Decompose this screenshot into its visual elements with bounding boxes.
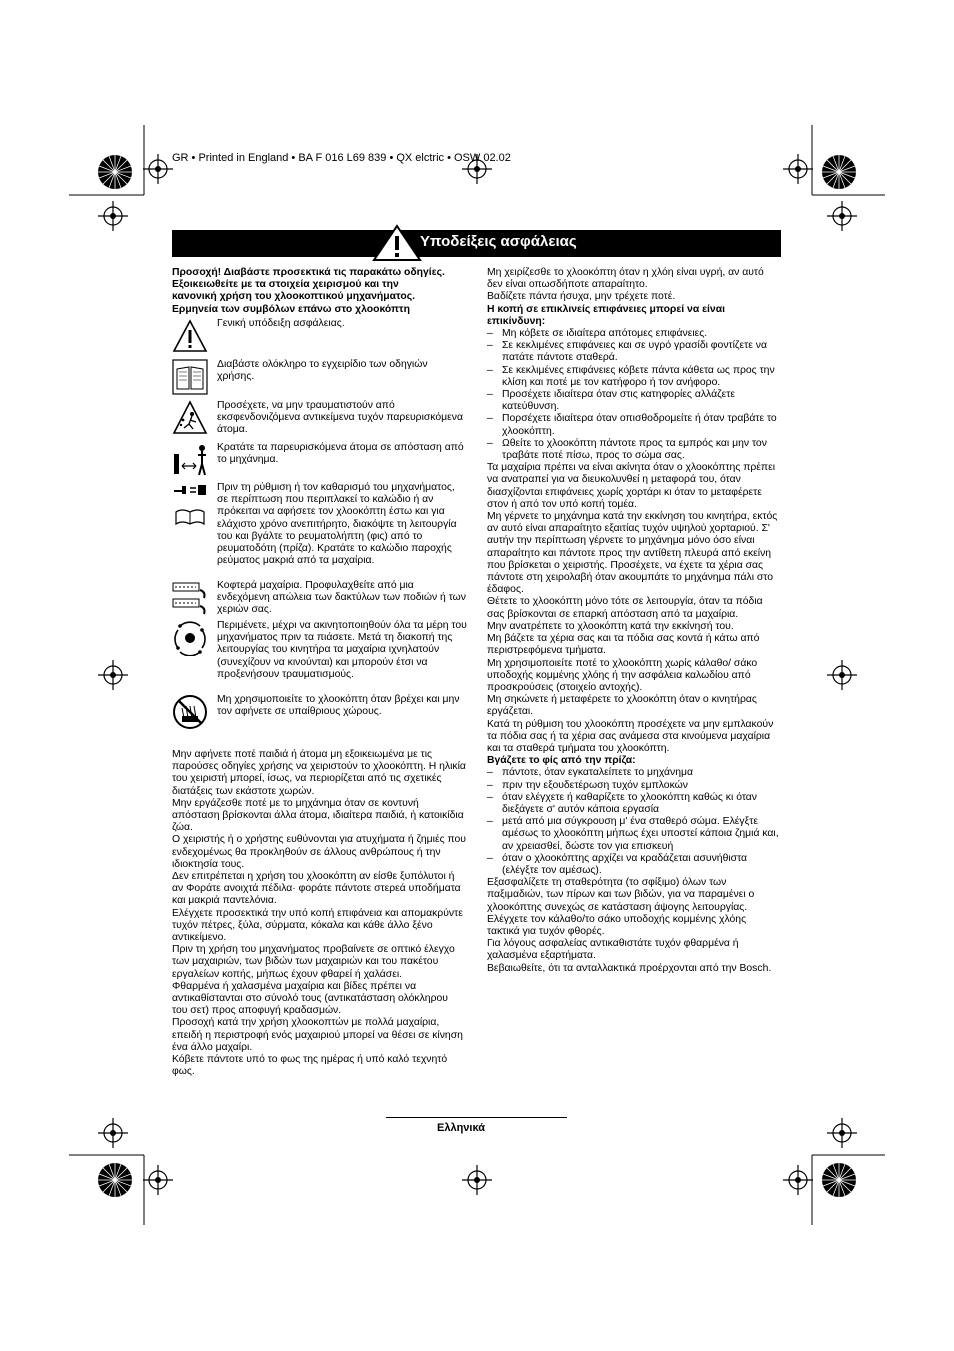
thrown-objects-icon — [172, 400, 208, 436]
footer-language: Ελληνικά — [437, 1122, 485, 1134]
intro-line: κανονική χρήση του χλοοκοπτικού μηχανήματος. — [172, 291, 415, 303]
list-item: – Σε κεκλιμένες επιφάνειες και σε υγρό γρασίδι φοντίζετε να πατάτε πάντοτε σταθερά. — [487, 340, 781, 364]
list-item: – πριν την εξουδετέρωση τυχόν εμπλοκών — [487, 780, 781, 792]
symbol-text: Προσέχετε, να μην τραυματιστούν από εκσφενδονιζόμενα αντικείμενα τυχόν παρευρισκόμενα άτομα. — [217, 400, 463, 436]
list-item: – πάντοτε, όταν εγκαταλείπετε το μηχάνημα — [487, 767, 781, 779]
paragraph: Τα μαχαίρια πρέπει να είναι ακίνητα όταν ο χλοοκόπτης πρέπει να ανατραπεί για να διευκολυνθεί η μεταφορά του, όταν διασχίζονται επιφάνειες χωρίς χορτάρι κι όταν το μεταφέρετε στον ή από τον υπό κοπή τομέα. — [487, 462, 776, 510]
list-item: – Σε κεκλιμένες επιφάνειες κόβετε πάντα κάθετα ως προς την κλίση και ποτέ με τον κατήφορο ή τον ανήφορο. — [487, 365, 781, 389]
print-info: GR • Printed in England • BA F 016 L69 839 • QX elctric • OSW 02.02 — [172, 152, 511, 164]
list-item: – Μη κόβετε σε ιδιαίτερα απότομες επιφάνειες. — [487, 328, 781, 340]
list-item: – όταν ελέγχετε ή καθαρίζετε το χλοοκόπτη καθώς κι όταν διεξάγετε σ' αυτόν κάποια εργασία — [487, 792, 781, 816]
paragraph: Κόβετε πάντοτε υπό το φως της ημέρας ή υπό καλό τεχνητό φως. — [172, 1054, 448, 1078]
intro-line: Ερμηνεία των συμβόλων επάνω στο χλοοκόπτη — [172, 303, 410, 315]
paragraph: Μη γέρνετε το μηχάνημα κατά την εκκίνηση του κινητήρα, εκτός αν αυτό είναι απαραίτητο εξαιτίας τυχόν υψηλού χορταριού. Σ' αυτήν την περίπτωση γέρνετε το μηχάνημα μόνο όσο είναι απαραίτητο και πάντοτε προς την αντίθετη πλευρά από εκείνη που βρίσκεται ο χειριστής. Προσέχετε, να έχετε τα χέρια σας πάντοτε στη χειρολαβή όταν ακουμπάτε το μηχάνημα πάλι στο έδαφος. — [487, 511, 778, 596]
intro-line: Προσοχή! Διαβάστε προσεκτικά τις παρακάτω οδηγίες. — [172, 267, 445, 278]
paragraph: Εξασφαλίζετε τη σταθερότητα (το σφίξιμο) όλων των παξιμαδιών, των πίρων και των βιδών, για να παραμένει ο χλοοκόπτης συνεχώς σε κατάσταση άψογης λειτουργίας. — [487, 877, 755, 913]
paragraph: Μην ανατρέπετε το χλοοκόπτη κατά την εκκίνησή του. — [487, 620, 734, 632]
keep-distance-icon — [172, 442, 208, 478]
symbol-text: Κοφτερά μαχαίρια. Προφυλαχθείτε από μια ενδεχόμενη απώλεια των δακτύλων των ποδιών ή των χεριών σας. — [217, 580, 466, 616]
general-warning-icon — [172, 318, 208, 354]
paragraph: Θέτετε το χλοοκόπτη μόνο τότε σε λειτουργία, όταν τα πόδια σας βρίσκονται σε επαρκή απόσταση από τα μαχαίρια. — [487, 596, 763, 620]
symbol-text: Πριν τη ρύθμιση ή τον καθαρισμό του μηχανήματος, σε περίπτωση που περιπλακεί το καλώδιο ή αν πρόκειται να αφήσετε τον χλοοκόπτη έστω και για ελάχιστο χρόνο ανεπιτήρητο, διακόψτε τη λειτουργία του και βγάλτε το ρευματολήπτη (φις) από το ρευματοδότη (πρίζα). Κρατάτε το καλώδιο παροχής ρεύματος μακριά από τα μαχαίρια. — [217, 482, 457, 567]
paragraph: Κατά τη ρύθμιση του χλοοκόπτη προσέχετε να μην εμπλακούν τα πόδια σας ή τα χέρια σας ανάμεσα στα κινούμενα μαχαίρια και τα σταθερά τμήματα του χλοοκόπτη. — [487, 718, 774, 754]
no-rain-icon — [172, 694, 208, 730]
paragraph: Μην εργάζεσθε ποτέ με το μηχάνημα όταν σε κοντυνή απόσταση βρίσκονται άλλα άτομα, ιδιαίτερα παιδιά, ή κατοικίδια ζώα. — [172, 797, 464, 834]
symbol-text: Διαβάστε ολόκληρο το εγχειρίδιο των οδηγιών χρήσης. — [217, 359, 428, 383]
sharp-blades-icon — [172, 580, 208, 616]
left-paragraphs — [172, 749, 466, 1078]
right-column — [487, 267, 781, 975]
list-item: – Πορσέχετε ιδιαίτερα όταν οπισθοδρομείτε ή όταν τραβάτε το χλοοκόπτη. — [487, 413, 781, 437]
paragraph: Φθαρμένα ή χαλασμένα μαχαίρια και βίδες πρέπει να αντικαθίστανται στο σύνολό τους (αντικατάσταση ολόκληρου του σετ) προς αποφυγή κραδασμών. — [172, 980, 448, 1017]
warning-triangle-icon — [372, 224, 422, 262]
list-item: – Ωθείτε το χλοοκόπτη πάντοτε προς τα εμπρός και μην τον τραβάτε ποτέ πίσω, προς το σώμα σας. — [487, 438, 781, 462]
read-manual-icon — [172, 359, 208, 395]
paragraph: Μη βάζετε τα χέρια σας και τα πόδια σας κοντά ή κάτω από περιστρεφόμενα τμήματα. — [487, 633, 760, 657]
symbol-text: Κρατάτε τα παρευρισκόμενα άτομα σε απόσταση από το μηχάνημα. — [217, 442, 464, 466]
plug-list — [487, 767, 781, 877]
paragraph: Για λόγους ασφαλείας αντικαθιστάτε τυχόν φθαρμένα ή χαλασμένα εξαρτήματα. — [487, 938, 739, 962]
rotating-blade-icon — [172, 620, 208, 656]
paragraph: Προσοχή κατά την χρήση χλοοκοπτών με πολλά μαχαίρια, επειδή η περιστροφή ενός μαχαιριού μπορεί να θέσει σε κίνηση ένα άλλο μαχαίρι. — [172, 1017, 463, 1053]
paragraph: Μη χειρίζεσθε το χλοοκόπτη όταν η χλόη είναι υγρή, αν αυτό δεν είναι οπωσδήποτε απαραίτητο. — [487, 267, 764, 291]
paragraph: Πριν τη χρήση του μηχανήματος προβαίνετε σε οπτικό έλεγχο των μαχαιριών, των βιδών των μαχαιριών και του πακέτου εργαλείων κοπής, μήπως έχουν φθαρεί ή χαλάσει. — [172, 944, 455, 980]
paragraph: Βαδίζετε πάντα ήσυχα, μην τρέχετε ποτέ. — [487, 291, 676, 303]
slope-list — [487, 328, 781, 462]
unplug-icon — [172, 482, 208, 528]
paragraph: Βεβαιωθείτε, ότι τα ανταλλακτικά προέρχονται από την Bosch. — [487, 962, 772, 974]
paragraph: Ο χειριστής ή ο χρήστης ευθύνονται για ατυχήματα ή ζημιές που ενδεχομένως θα προκληθούν σε άλλους ανθρώπους ή την ιδιοκτησία τους. — [172, 834, 466, 870]
intro-block — [172, 267, 467, 316]
paragraph: Δεν επιτρέπεται η χρήση του χλοοκόπτη αν είσθε ξυπόλυτοι ή αν Φοράτε ανοιχτά πέδιλα· φοράτε πάντοτε στερεά υποδήματα και μακριά παντελόνια. — [172, 871, 461, 907]
slope-heading: Η κοπή σε επικλινείς επιφάνειες μπορεί να είναι επικίνδυνη: — [487, 303, 725, 327]
title-bar — [172, 230, 781, 257]
symbol-text: Μη χρησιμοποιείτε το χλοοκόπτη όταν βρέχει και μην τον αφήνετε σε υπαίθριους χώρους. — [217, 694, 460, 718]
intro-line: Εξοικειωθείτε με τα στοιχεία χειρισμού και την — [172, 279, 399, 291]
symbol-text: Γενική υπόδειξη ασφάλειας. — [217, 318, 345, 329]
paragraph: Ελέγχετε τον κάλαθο/το σάκο υποδοχής κομμένης χλόης τακτικά για τυχόν φθορές. — [487, 913, 747, 937]
symbol-text: Περιμένετε, μέχρι να ακινητοποιηθούν όλα τα μέρη του μηχανήματος πριν τα πιάσετε. Μετά τη διακοπή της λειτουργίας του κινητήρα τα μαχαίρια ιχνηλατούν (συνεχίζουν να κινούνται) και μπορούν έτσι να προξενήσουν τραυματισμούς. — [217, 620, 467, 680]
paragraph: Μη χρησιμοποιείτε ποτέ το χλοοκόπτη χωρίς κάλαθο/ σάκο υποδοχής κομμένης χλόης ή την ασφάλεια καλωδίου από προσκρούσεις (στοιχείο αντοχής). — [487, 657, 758, 693]
page-title: Υποδείξεις ασφάλειας — [420, 233, 577, 250]
paragraph: Μην αφήνετε ποτέ παιδιά ή άτομα μη εξοικειωμένα με τις παρούσες οδηγίες χρήσης να χειριστούν το χλοοκόπτη. Η ηλικία του χειριστή μπορεί, ίσως, να περιορίζεται από τις σχετικές διατάξεις των εκάστοτε χωρών. — [172, 749, 466, 797]
list-item: – Προσέχετε ιδιαίτερα όταν στις κατηφορίες αλλάζετε κατεύθυνση. — [487, 389, 781, 413]
footer-rule — [386, 1117, 567, 1118]
paragraph: Ελέγχετε προσεκτικά την υπό κοπή επιφάνεια και απομακρύντε τυχόν πέτρες, ξύλα, σύρματα, κόκαλα και κάθε άλλο ξένο αντικείμενο. — [172, 907, 463, 944]
plug-heading: Βγάζετε το φίς από την πρίζα: — [487, 755, 636, 767]
list-item: – μετά από μια σύγκρουση μ' ένα σταθερό σώμα. Ελέγξτε αμέσως το χλοοκόπτη μήπως έχει υποστεί κάποια ζημιά και, αν χρειασθεί, δώστε τον για επισκευή — [487, 816, 781, 853]
list-item: – όταν ο χλοοκόπτης αρχίζει να κραδάζεται ασυνήθιστα (ελέγξτε τον αμέσως). — [487, 853, 781, 877]
paragraph: Μη σηκώνετε ή μεταφέρετε το χλοοκόπτη όταν ο κινητήρας εργάζεται. — [487, 694, 757, 718]
